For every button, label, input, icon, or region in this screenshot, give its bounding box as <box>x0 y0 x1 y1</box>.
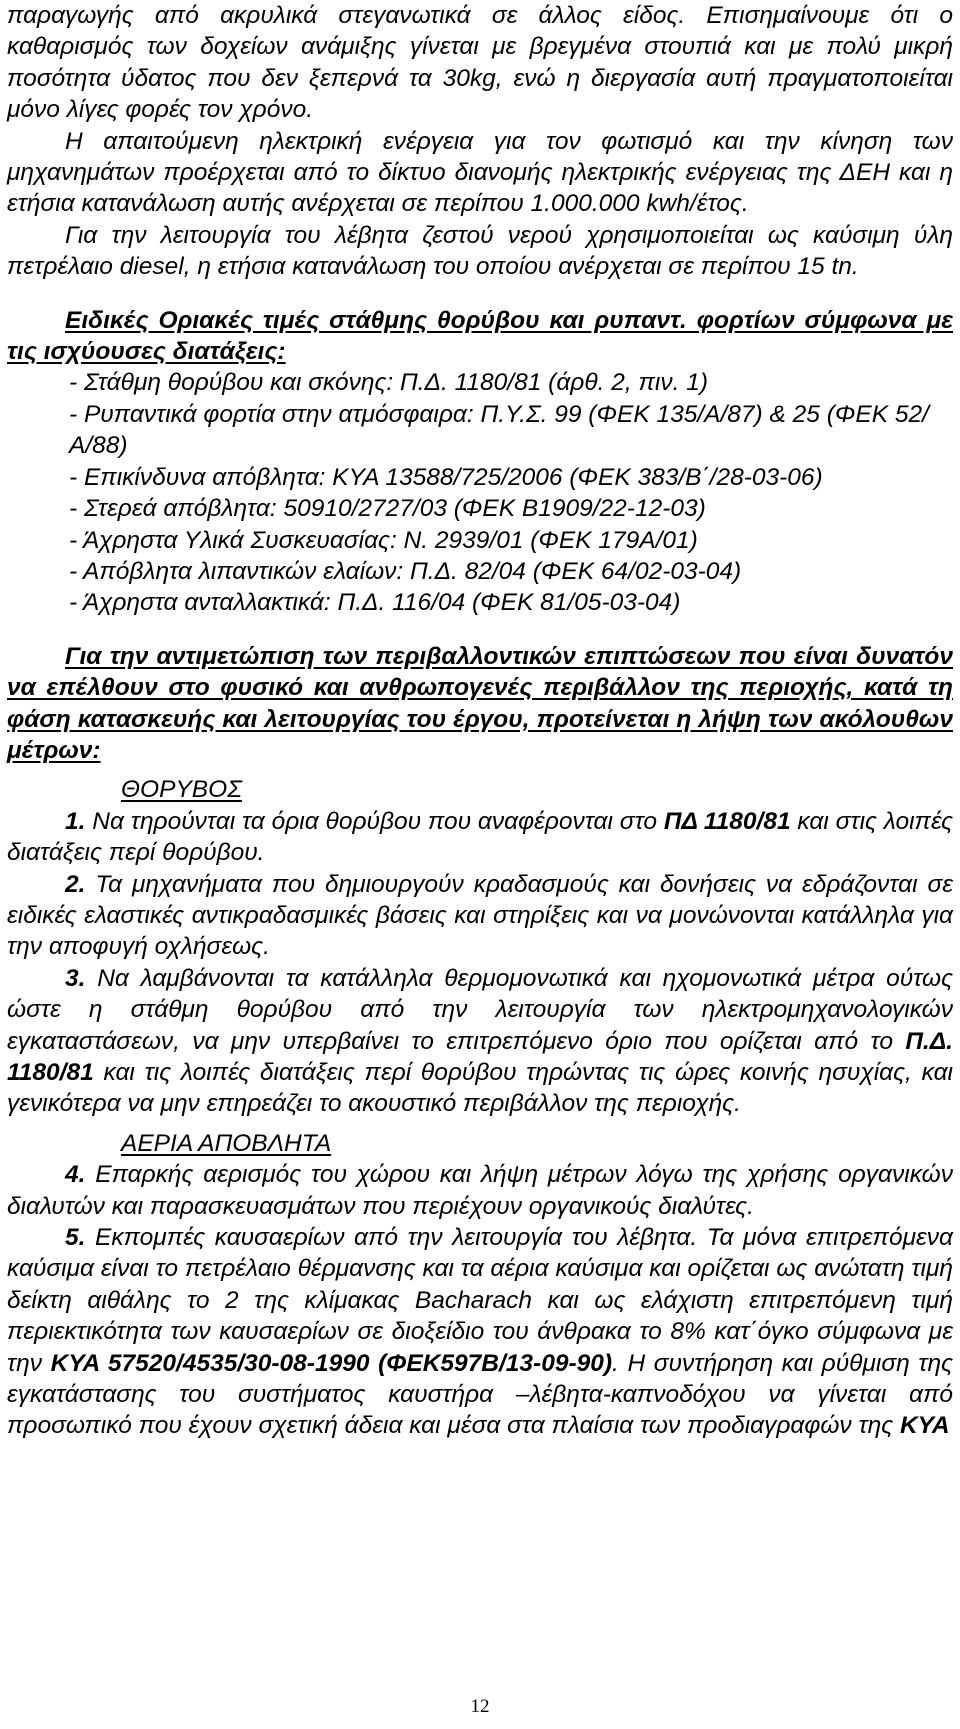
measure-text: Επαρκής αερισμός του χώρου και λήψη μέτρων λόγω της χρήσης οργανικών διαλυτών και παρασκευασμάτων που περιέχουν οργανικούς διαλύτες. <box>7 1161 953 1220</box>
limits-list <box>7 367 953 618</box>
measure-1 <box>7 806 953 869</box>
list-item: - Στερεά απόβλητα: 50910/2727/03 (ΦΕΚ Β1909/22-12-03) <box>69 495 706 523</box>
page-number: 12 <box>470 1696 490 1717</box>
measure-number: 3. <box>65 964 86 992</box>
measure-text: . Η συντήρηση και ρύθμιση της εγκατάστασης του συστήματος καυστήρα –λέβητα-καπνοδόχου να γίνεται από προσωπικό που έχουν σχετική άδεια και μέσα στα πλαίσια των προδιαγραφών της <box>7 1349 953 1440</box>
measure-text: Εκπομπές καυσαερίων από την λειτουργία του λέβητα. Τα μόνα επιτρεπόμενα καύσιμα είναι το πετρέλαιο θέρμανσης και τα αέρια καύσιμα και ορίζεται ως ανώτατη τιμή δείκτη αιθάλης το 2 της κλίμακας Bacharach και ως ελάχιστη επιτρεπόμενη τιμή περιεκτικότητα των καυσαερίων σε διοξείδιο του άνθρακα το 8% κατ΄όγκο σύμφωνα με την <box>7 1224 953 1377</box>
list-item: - Απόβλητα λιπαντικών ελαίων: Π.Δ. 82/04 (ΦΕΚ 64/02-03-04) <box>69 557 742 585</box>
section-air-title: ΑΕΡΙΑ ΑΠΟΒΛΗΤΑ <box>121 1129 332 1157</box>
measure-reference: ΚΥΑ <box>899 1412 950 1440</box>
measure-text: και στις λοιπές διατάξεις περί θορύβου. <box>7 807 953 867</box>
measure-4 <box>7 1159 953 1222</box>
paragraph-energy: Η απαιτούμενη ηλεκτρική ενέργεια για τον φωτισμό και την κίνηση των μηχανημάτων προέρχεται από το δίκτυο διανομής ηλεκτρικής ενέργειας της ΔΕΗ και η ετήσια κατανάλωση αυτής ανέρχεται σε περίπου 1.000.000 kwh/έτος. <box>7 127 953 218</box>
measure-text: και τις λοιπές διατάξεις περί θορύβου τηρώντας τις ώρες κοινής ησυχίας, και γενικότερα να μην επηρεάζει το ακουστικό περιβάλλον της περιοχής. <box>7 1059 953 1118</box>
measure-5 <box>7 1222 953 1442</box>
measure-reference: ΚΥΑ 57520/4535/30-08-1990 (ΦΕΚ597Β/13-09-90) <box>50 1349 613 1377</box>
measures-heading: Για την αντιμετώπιση των περιβαλλοντικών επιπτώσεων που είναι δυνατόν να επέλθουν στο φυσικό και ανθρωπογενές περιβάλλον της περιοχής, κατά τη φάση κατασκευής και λειτουργίας του έργου, προτείνεται η λήψη των ακόλουθων μέτρων: <box>7 642 953 764</box>
document-page <box>7 0 953 1442</box>
measure-number: 4. <box>65 1161 86 1189</box>
section-noise-title: ΘΟΡΥΒΟΣ <box>121 776 242 804</box>
measure-number: 5. <box>65 1224 86 1252</box>
list-item: - Ρυπαντικά φορτία στην ατμόσφαιρα: Π.Υ.Σ. 99 (ΦΕΚ 135/Α/87) & 25 (ΦΕΚ 52/Α/88) <box>69 400 929 460</box>
measure-number: 2. <box>65 870 86 898</box>
measure-text: Να λαμβάνονται τα κατάλληλα θερμομονωτικά και ηχομονωτικά μέτρα ούτως ώστε η στάθμη θορύβου από την λειτουργία των ηλεκτρομηχανολογικών εγκαταστάσεων, να μην υπερβαίνει το επιτρεπόμενο όριο που ορίζεται από το <box>7 964 953 1055</box>
measure-text: Τα μηχανήματα που δημιουργούν κραδασμούς και δονήσεις να εδράζονται σε ειδικές ελαστικές αντικραδασμικές βάσεις και στηρίξεις και να μονώνονται κατάλληλα για την αποφυγή οχλήσεως. <box>7 870 953 961</box>
measure-2 <box>7 869 953 963</box>
limits-heading: Ειδικές Οριακές τιμές στάθμης θορύβου και ρυπαντ. φορτίων σύμφωνα με τις ισχύουσες διατάξεις: <box>7 306 953 366</box>
measure-3 <box>7 963 953 1120</box>
measure-text: Να τηρούνται τα όρια θορύβου που αναφέρονται στο <box>85 807 664 835</box>
measure-number: 1. <box>65 807 86 835</box>
paragraph-boiler: Για την λειτουργία του λέβητα ζεστού νερού χρησιμοποιείται ως καύσιμη ύλη πετρέλαιο diesel, η ετήσια κατανάλωση του οποίου ανέρχεται σε περίπου 15 tn. <box>7 221 953 281</box>
list-item: - Άχρηστα Υλικά Συσκευασίας: Ν. 2939/01 (ΦΕΚ 179Α/01) <box>69 526 698 554</box>
list-item: - Στάθμη θορύβου και σκόνης: Π.Δ. 1180/81 (άρθ. 2, πιν. 1) <box>69 369 708 397</box>
measure-reference: ΠΔ 1180/81 <box>663 807 791 835</box>
measure-reference: Π.Δ. 1180/81 <box>7 1027 953 1086</box>
paragraph-intro: παραγωγής από ακρυλικά στεγανωτικά σε άλλος είδος. Επισημαίνουμε ότι ο καθαρισμός των δοχείων ανάμιξης γίνεται με βρεγμένα στουπιά και με πολύ μικρή ποσότητα ύδατος που δεν ξεπερνά τα 30kg, ενώ η διεργασία αυτή πραγματοποιείται μόνο λίγες φορές τον χρόνο. <box>7 2 953 124</box>
list-item: - Επικίνδυνα απόβλητα: ΚΥΑ 13588/725/2006 (ΦΕΚ 383/Β΄/28-03-06) <box>69 463 823 491</box>
list-item: - Άχρηστα ανταλλακτικά: Π.Δ. 116/04 (ΦΕΚ 81/05-03-04) <box>69 589 681 617</box>
